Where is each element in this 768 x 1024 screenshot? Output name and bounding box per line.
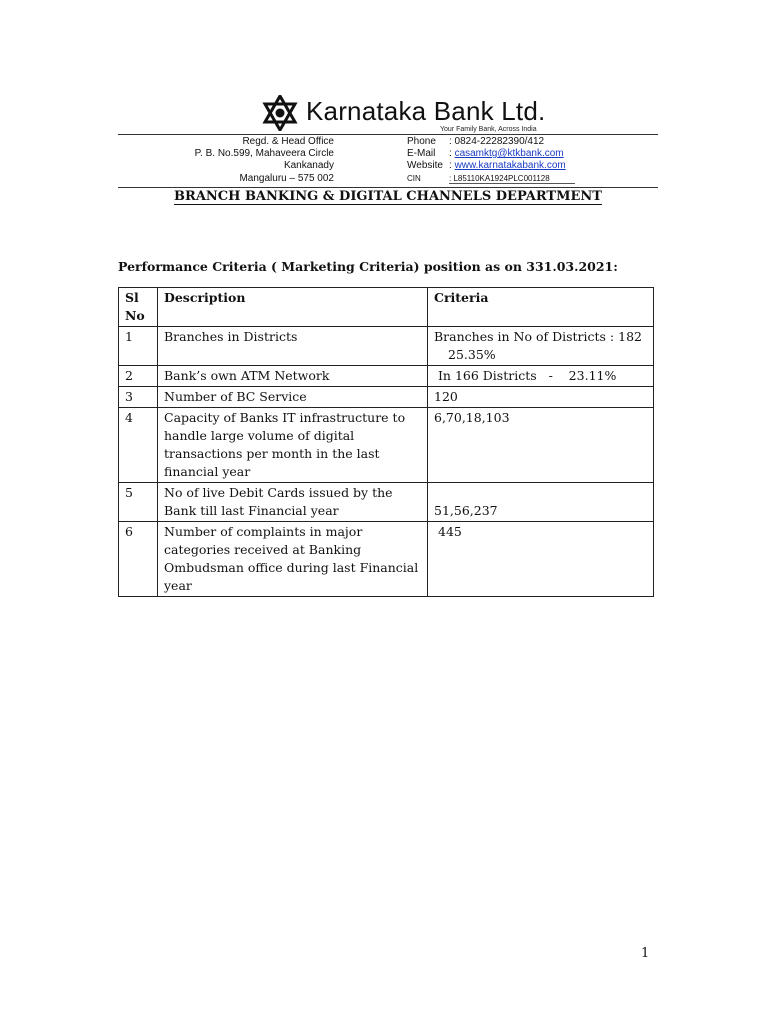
page-number: 1 — [641, 946, 650, 961]
website-link[interactable]: www.karnatakabank.com — [454, 160, 566, 172]
table-row — [119, 522, 654, 597]
cin-label: CIN — [407, 173, 421, 183]
row-criteria: 51,56,237 — [428, 483, 654, 522]
address-line: P. B. No.599, Mahaveera Circle — [194, 148, 334, 160]
department-title-text: BRANCH BANKING & DIGITAL CHANNELS DEPARTMENT — [174, 189, 602, 204]
row-description: No of live Debit Cards issued by the Bank till last Financial year — [158, 483, 428, 522]
row-sl: 5 — [119, 483, 158, 522]
table-row — [119, 483, 654, 522]
row-sl: 4 — [119, 408, 158, 483]
address-line: Kankanady — [283, 160, 334, 172]
department-title — [118, 189, 658, 204]
row-criteria: 6,70,18,103 — [428, 408, 654, 483]
row-criteria — [428, 366, 654, 387]
website-separator: : — [449, 160, 455, 172]
bank-name: Karnataka Bank Ltd. — [306, 96, 546, 126]
address-line: Mangaluru – 575 002 — [239, 172, 334, 184]
criteria-line: Branches in No of Districts : 182 — [434, 329, 642, 344]
head-office-address — [150, 136, 334, 185]
email-row — [407, 148, 566, 160]
phone-row — [407, 136, 566, 148]
row-description: Branches in Districts — [158, 327, 428, 366]
email-label: E-Mail — [407, 148, 436, 160]
header-description: Description — [158, 288, 428, 327]
table-row — [119, 408, 654, 483]
phone-label: Phone — [407, 136, 436, 147]
address-line: Regd. & Head Office — [242, 136, 334, 147]
row-description: Number of complaints in major categories received at Banking Ombudsman office during last Financial year — [158, 522, 428, 597]
row-criteria: 120 — [428, 387, 654, 408]
letterhead-top-rule — [118, 134, 658, 135]
performance-heading: Performance Criteria ( Marketing Criteria) position as on 331.03.2021: — [118, 259, 618, 274]
row-description: Capacity of Banks IT infrastructure to handle large volume of digital transactions per month in the last financial year — [158, 408, 428, 483]
row-sl: 1 — [119, 327, 158, 366]
email-link[interactable]: casamktg@ktkbank.com — [454, 148, 564, 160]
website-label: Website — [407, 160, 443, 172]
cin-value: : L85110KA1924PLC001128 — [449, 173, 550, 183]
table-row — [119, 366, 654, 387]
criteria-value: In 166 Districts - 23.11% — [437, 368, 617, 383]
letterhead-bottom-rule — [118, 187, 658, 188]
bank-tagline: Your Family Bank, Across India — [440, 126, 537, 133]
table-row — [119, 327, 654, 366]
website-row — [407, 160, 566, 172]
row-sl: 6 — [119, 522, 158, 597]
contact-details — [407, 136, 566, 185]
row-criteria: 445 — [428, 522, 654, 597]
row-sl: 2 — [119, 366, 158, 387]
header-criteria: Criteria — [428, 288, 654, 327]
row-description: Number of BC Service — [158, 387, 428, 408]
table-header-row — [119, 288, 654, 327]
header-sl-no: Sl No — [119, 288, 158, 327]
phone-value: : 0824-22282390/412 — [449, 136, 545, 147]
criteria-table — [118, 287, 654, 597]
criteria-line: 25.35% — [448, 347, 496, 362]
row-criteria — [428, 327, 654, 366]
row-description: Bank’s own ATM Network — [158, 366, 428, 387]
bank-logo-icon — [262, 95, 298, 131]
email-separator: : — [449, 148, 455, 160]
table-row — [119, 387, 654, 408]
cin-underline — [449, 183, 575, 184]
row-sl: 3 — [119, 387, 158, 408]
